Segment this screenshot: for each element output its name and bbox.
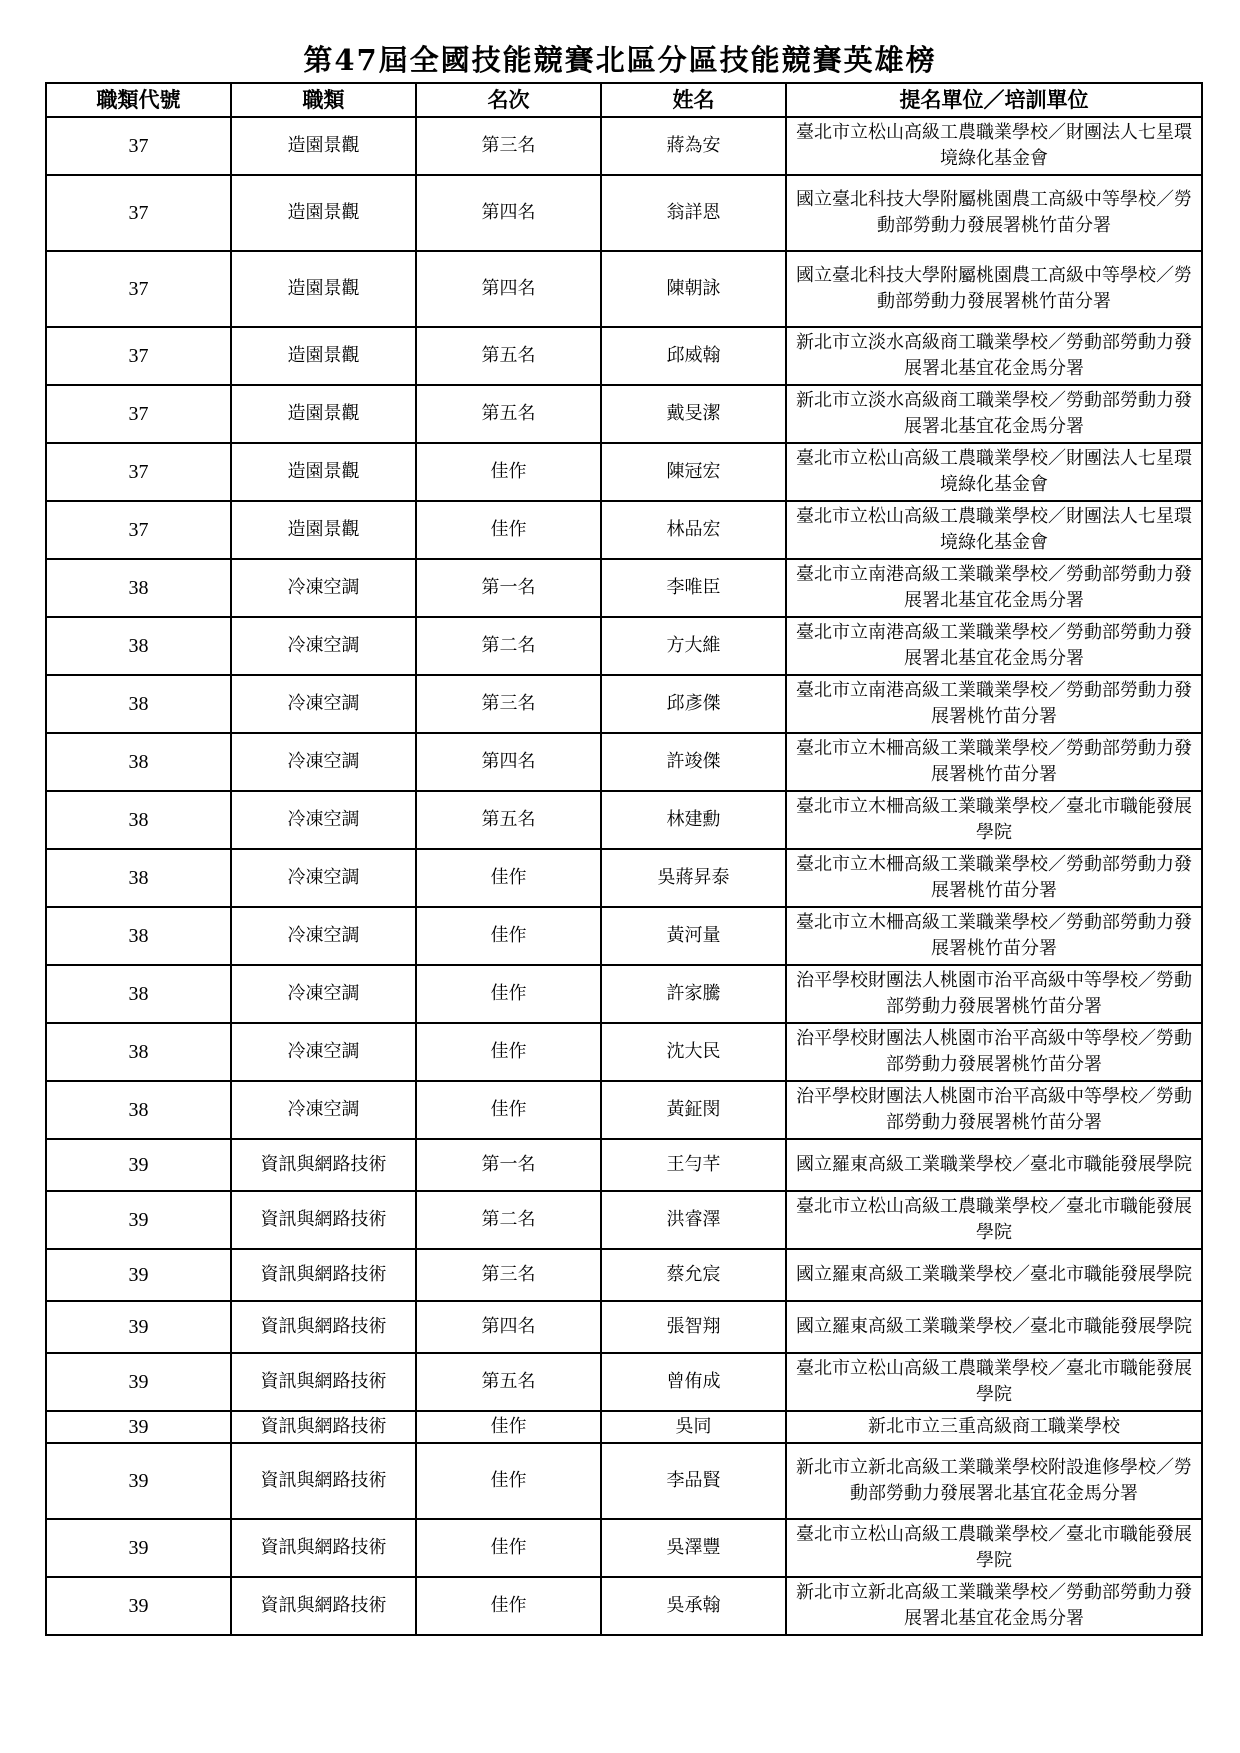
row-rank: 第三名 — [416, 675, 601, 733]
row-code: 38 — [46, 849, 231, 907]
row-name: 林建勳 — [601, 791, 786, 849]
row-unit: 新北市立三重高級商工職業學校 — [786, 1411, 1202, 1443]
table-row — [46, 175, 1202, 251]
row-category: 冷凍空調 — [231, 965, 416, 1023]
honor-roll-table — [45, 82, 1203, 1636]
row-rank: 第一名 — [416, 559, 601, 617]
row-rank: 第三名 — [416, 1249, 601, 1301]
row-rank: 第二名 — [416, 617, 601, 675]
table-row — [46, 1023, 1202, 1081]
row-unit: 治平學校財團法人桃園市治平高級中等學校／勞動部勞動力發展署桃竹苗分署 — [786, 1023, 1202, 1081]
row-unit: 臺北市立松山高級工農職業學校／財團法人七星環境綠化基金會 — [786, 117, 1202, 175]
row-code: 39 — [46, 1139, 231, 1191]
row-name: 吳同 — [601, 1411, 786, 1443]
row-category: 造園景觀 — [231, 385, 416, 443]
row-rank: 佳作 — [416, 849, 601, 907]
table-row — [46, 385, 1202, 443]
header-row — [46, 83, 1202, 117]
row-category: 冷凍空調 — [231, 1023, 416, 1081]
row-unit: 新北市立新北高級工業職業學校／勞動部勞動力發展署北基宜花金馬分署 — [786, 1577, 1202, 1635]
row-category: 資訊與網路技術 — [231, 1249, 416, 1301]
row-unit: 新北市立新北高級工業職業學校附設進修學校／勞動部勞動力發展署北基宜花金馬分署 — [786, 1443, 1202, 1519]
row-rank: 第四名 — [416, 1301, 601, 1353]
table-row — [46, 1353, 1202, 1411]
row-category: 資訊與網路技術 — [231, 1577, 416, 1635]
row-code: 38 — [46, 907, 231, 965]
table-row — [46, 1081, 1202, 1139]
row-name: 許竣傑 — [601, 733, 786, 791]
row-code: 39 — [46, 1353, 231, 1411]
table-row — [46, 965, 1202, 1023]
row-rank: 佳作 — [416, 1023, 601, 1081]
row-name: 吳承翰 — [601, 1577, 786, 1635]
row-category: 冷凍空調 — [231, 675, 416, 733]
row-code: 37 — [46, 251, 231, 327]
row-name: 曾侑成 — [601, 1353, 786, 1411]
row-rank: 佳作 — [416, 443, 601, 501]
table-row — [46, 1577, 1202, 1635]
table-row — [46, 327, 1202, 385]
row-rank: 第一名 — [416, 1139, 601, 1191]
row-name: 蔣為安 — [601, 117, 786, 175]
row-code: 37 — [46, 117, 231, 175]
row-code: 38 — [46, 1081, 231, 1139]
row-rank: 第五名 — [416, 1353, 601, 1411]
row-code: 38 — [46, 617, 231, 675]
row-rank: 第四名 — [416, 733, 601, 791]
row-unit: 臺北市立木柵高級工業職業學校／勞動部勞動力發展署桃竹苗分署 — [786, 849, 1202, 907]
table-row — [46, 1191, 1202, 1249]
row-code: 38 — [46, 675, 231, 733]
row-category: 資訊與網路技術 — [231, 1139, 416, 1191]
table-row — [46, 1519, 1202, 1577]
row-name: 吳蔣昇泰 — [601, 849, 786, 907]
row-rank: 佳作 — [416, 1577, 601, 1635]
row-category: 資訊與網路技術 — [231, 1519, 416, 1577]
row-name: 邱彥傑 — [601, 675, 786, 733]
row-name: 黃鉦閔 — [601, 1081, 786, 1139]
row-category: 資訊與網路技術 — [231, 1411, 416, 1443]
row-code: 37 — [46, 385, 231, 443]
header-category: 職類 — [231, 83, 416, 117]
table-row — [46, 733, 1202, 791]
row-category: 冷凍空調 — [231, 1081, 416, 1139]
row-name: 吳澤豐 — [601, 1519, 786, 1577]
row-category: 造園景觀 — [231, 501, 416, 559]
row-unit: 國立羅東高級工業職業學校／臺北市職能發展學院 — [786, 1249, 1202, 1301]
row-name: 黃河量 — [601, 907, 786, 965]
row-unit: 臺北市立木柵高級工業職業學校／勞動部勞動力發展署桃竹苗分署 — [786, 733, 1202, 791]
row-rank: 佳作 — [416, 907, 601, 965]
row-code: 38 — [46, 559, 231, 617]
row-category: 資訊與網路技術 — [231, 1301, 416, 1353]
row-category: 資訊與網路技術 — [231, 1353, 416, 1411]
table-row — [46, 501, 1202, 559]
table-row — [46, 675, 1202, 733]
row-category: 造園景觀 — [231, 443, 416, 501]
header-code: 職類代號 — [46, 83, 231, 117]
row-code: 38 — [46, 965, 231, 1023]
table-row — [46, 1411, 1202, 1443]
row-rank: 第三名 — [416, 117, 601, 175]
row-unit: 新北市立淡水高級商工職業學校／勞動部勞動力發展署北基宜花金馬分署 — [786, 327, 1202, 385]
row-code: 39 — [46, 1519, 231, 1577]
table-row — [46, 251, 1202, 327]
row-unit: 新北市立淡水高級商工職業學校／勞動部勞動力發展署北基宜花金馬分署 — [786, 385, 1202, 443]
row-code: 37 — [46, 175, 231, 251]
row-name: 邱威翰 — [601, 327, 786, 385]
row-name: 李唯臣 — [601, 559, 786, 617]
row-category: 冷凍空調 — [231, 849, 416, 907]
row-rank: 第五名 — [416, 791, 601, 849]
row-code: 38 — [46, 791, 231, 849]
row-category: 冷凍空調 — [231, 733, 416, 791]
row-name: 林品宏 — [601, 501, 786, 559]
row-unit: 治平學校財團法人桃園市治平高級中等學校／勞動部勞動力發展署桃竹苗分署 — [786, 965, 1202, 1023]
row-rank: 佳作 — [416, 1081, 601, 1139]
row-category: 冷凍空調 — [231, 559, 416, 617]
row-name: 張智翔 — [601, 1301, 786, 1353]
row-category: 資訊與網路技術 — [231, 1443, 416, 1519]
table-row — [46, 1249, 1202, 1301]
row-unit: 臺北市立木柵高級工業職業學校／臺北市職能發展學院 — [786, 791, 1202, 849]
row-name: 王勻芊 — [601, 1139, 786, 1191]
row-name: 陳冠宏 — [601, 443, 786, 501]
header-unit: 提名單位／培訓單位 — [786, 83, 1202, 117]
row-name: 陳朝詠 — [601, 251, 786, 327]
row-code: 39 — [46, 1249, 231, 1301]
row-name: 方大維 — [601, 617, 786, 675]
row-unit: 臺北市立松山高級工農職業學校／財團法人七星環境綠化基金會 — [786, 443, 1202, 501]
row-category: 冷凍空調 — [231, 791, 416, 849]
table-row — [46, 849, 1202, 907]
page-title: 第47屆全國技能競賽北區分區技能競賽英雄榜 — [303, 43, 937, 77]
row-unit: 臺北市立南港高級工業職業學校／勞動部勞動力發展署北基宜花金馬分署 — [786, 559, 1202, 617]
table-row — [46, 1443, 1202, 1519]
table-row — [46, 1139, 1202, 1191]
row-rank: 第五名 — [416, 385, 601, 443]
row-category: 造園景觀 — [231, 327, 416, 385]
row-name: 蔡允宸 — [601, 1249, 786, 1301]
table-row — [46, 559, 1202, 617]
row-code: 37 — [46, 327, 231, 385]
row-name: 翁詳恩 — [601, 175, 786, 251]
row-unit: 臺北市立松山高級工農職業學校／財團法人七星環境綠化基金會 — [786, 501, 1202, 559]
row-rank: 第二名 — [416, 1191, 601, 1249]
row-code: 37 — [46, 443, 231, 501]
row-code: 39 — [46, 1191, 231, 1249]
row-unit: 國立臺北科技大學附屬桃園農工高級中等學校／勞動部勞動力發展署桃竹苗分署 — [786, 251, 1202, 327]
row-unit: 臺北市立松山高級工農職業學校／臺北市職能發展學院 — [786, 1519, 1202, 1577]
row-code: 39 — [46, 1411, 231, 1443]
table-row — [46, 617, 1202, 675]
row-code: 39 — [46, 1301, 231, 1353]
row-rank: 佳作 — [416, 1519, 601, 1577]
table-row — [46, 791, 1202, 849]
row-rank: 佳作 — [416, 1443, 601, 1519]
table-row — [46, 117, 1202, 175]
row-unit: 臺北市立木柵高級工業職業學校／勞動部勞動力發展署桃竹苗分署 — [786, 907, 1202, 965]
row-code: 38 — [46, 733, 231, 791]
header-name: 姓名 — [601, 83, 786, 117]
row-name: 李品賢 — [601, 1443, 786, 1519]
row-unit: 臺北市立南港高級工業職業學校／勞動部勞動力發展署北基宜花金馬分署 — [786, 617, 1202, 675]
row-code: 37 — [46, 501, 231, 559]
row-unit: 國立羅東高級工業職業學校／臺北市職能發展學院 — [786, 1139, 1202, 1191]
row-rank: 佳作 — [416, 501, 601, 559]
table-row — [46, 907, 1202, 965]
table-row — [46, 1301, 1202, 1353]
row-unit: 臺北市立松山高級工農職業學校／臺北市職能發展學院 — [786, 1353, 1202, 1411]
header-rank: 名次 — [416, 83, 601, 117]
row-category: 造園景觀 — [231, 117, 416, 175]
row-category: 冷凍空調 — [231, 617, 416, 675]
row-name: 洪睿澤 — [601, 1191, 786, 1249]
row-unit: 治平學校財團法人桃園市治平高級中等學校／勞動部勞動力發展署桃竹苗分署 — [786, 1081, 1202, 1139]
row-name: 沈大民 — [601, 1023, 786, 1081]
row-name: 許家騰 — [601, 965, 786, 1023]
row-rank: 第五名 — [416, 327, 601, 385]
row-unit: 國立臺北科技大學附屬桃園農工高級中等學校／勞動部勞動力發展署桃竹苗分署 — [786, 175, 1202, 251]
row-code: 38 — [46, 1023, 231, 1081]
row-code: 39 — [46, 1577, 231, 1635]
row-rank: 佳作 — [416, 965, 601, 1023]
table-row — [46, 443, 1202, 501]
row-category: 造園景觀 — [231, 175, 416, 251]
row-category: 資訊與網路技術 — [231, 1191, 416, 1249]
row-category: 冷凍空調 — [231, 907, 416, 965]
row-name: 戴旻潔 — [601, 385, 786, 443]
row-rank: 佳作 — [416, 1411, 601, 1443]
row-code: 39 — [46, 1443, 231, 1519]
row-unit: 臺北市立南港高級工業職業學校／勞動部勞動力發展署桃竹苗分署 — [786, 675, 1202, 733]
row-rank: 第四名 — [416, 251, 601, 327]
row-rank: 第四名 — [416, 175, 601, 251]
row-unit: 臺北市立松山高級工農職業學校／臺北市職能發展學院 — [786, 1191, 1202, 1249]
row-unit: 國立羅東高級工業職業學校／臺北市職能發展學院 — [786, 1301, 1202, 1353]
row-category: 造園景觀 — [231, 251, 416, 327]
